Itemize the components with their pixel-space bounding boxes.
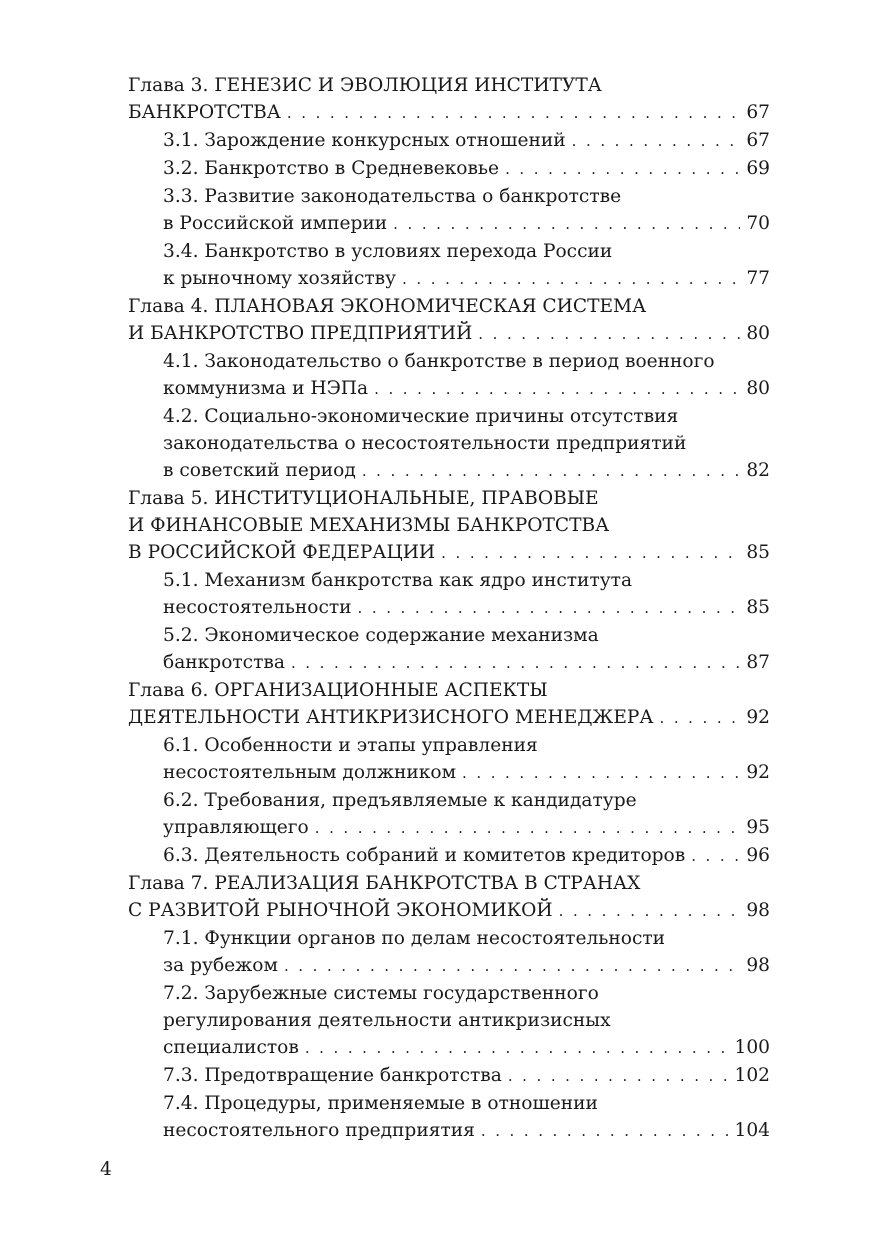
toc-entry-leader-row [163, 594, 770, 622]
toc-entry-title-line: несостоятельности [163, 597, 352, 618]
toc-entry-leader-row [163, 842, 770, 870]
toc-page-number: 95 [746, 817, 770, 838]
toc-entry-title-line: 3.1. Зарождение конкурсных отношений [163, 130, 566, 151]
toc-page-number: 69 [746, 158, 770, 179]
toc-entry-title-line: И ФИНАНСОВЫЕ МЕХАНИЗМЫ БАНКРОТСТВА [128, 515, 610, 536]
toc-chapter-entry [128, 485, 770, 567]
toc-chapter-entry [128, 293, 770, 348]
dot-leader [508, 1063, 729, 1090]
page-number: 4 [100, 1159, 112, 1180]
toc-chapter-entry [128, 870, 770, 925]
dot-leader [505, 156, 740, 183]
toc-section-entry [128, 127, 770, 155]
toc-entry-leader-row [163, 210, 770, 238]
dot-leader [284, 953, 740, 980]
dot-leader [315, 815, 741, 842]
toc-entry-leader-row [128, 539, 770, 567]
toc-entry-title-line: 3.3. Развитие законодательства о банкротстве [163, 186, 622, 207]
dot-leader [481, 1118, 729, 1145]
toc-page-number: 70 [746, 213, 770, 234]
toc-page-number: 77 [746, 268, 770, 289]
toc-section-entry [128, 238, 770, 293]
toc-entry-title-line: 5.1. Механизм банкротства как ядро института [163, 570, 633, 591]
toc-entry-leader-row [163, 1117, 770, 1145]
toc-entry-title-line: И БАНКРОТСТВО ПРЕДПРИЯТИЙ [128, 323, 473, 344]
dot-leader [660, 705, 741, 732]
toc-entry-title-line: 4.1. Законодательство о банкротстве в период военного [163, 351, 715, 372]
toc-section-entry [128, 980, 770, 1062]
toc-entry-title-line: несостоятельного предприятия [163, 1120, 475, 1141]
toc-page-number: 100 [734, 1037, 770, 1058]
toc-section-entry [128, 925, 770, 980]
toc-page-number: 85 [746, 542, 770, 563]
toc-entry-title-line: С РАЗВИТОЙ РЫНОЧНОЙ ЭКОНОМИКОЙ [128, 900, 553, 921]
toc-entry-leader-row [163, 457, 770, 485]
toc-entry-title-line: 7.2. Зарубежные системы государственного [163, 983, 599, 1004]
toc-entry-title-line: коммунизма и НЭПа [163, 378, 369, 399]
toc-entry-title-line: 7.1. Функции органов по делам несостоятельности [163, 928, 666, 949]
toc-page-number: 80 [746, 378, 770, 399]
dot-leader [393, 211, 740, 238]
toc-entry-title-line: 6.3. Деятельность собраний и комитетов кредиторов [163, 845, 686, 866]
dot-leader [478, 321, 740, 348]
toc-entry-leader-row [163, 265, 770, 293]
toc-entry-title-line: в советский период [163, 460, 356, 481]
toc-entry-leader-row [163, 155, 770, 183]
toc-entry-leader-row [163, 814, 770, 842]
toc-entry-leader-row [163, 649, 770, 677]
dot-leader [572, 128, 741, 155]
toc-section-entry [128, 348, 770, 403]
toc-entry-title-line: в Российской империи [163, 213, 388, 234]
toc-page-number: 82 [746, 460, 770, 481]
toc-entry-title-line: законодательства о несостоятельности предприятий [163, 433, 687, 454]
toc-entry-leader-row [128, 704, 770, 732]
toc-page-number: 96 [746, 845, 770, 866]
toc-entry-leader-row [163, 127, 770, 155]
toc-entry-title-line: 6.1. Особенности и этапы управления [163, 735, 538, 756]
toc-entry-title-line: Глава 4. ПЛАНОВАЯ ЭКОНОМИЧЕСКАЯ СИСТЕМА [128, 296, 647, 317]
dot-leader [287, 100, 740, 127]
toc-section-entry [128, 732, 770, 787]
toc-page-number: 92 [746, 707, 770, 728]
toc-entry-title-line: регулирования деятельности антикризисных [163, 1010, 611, 1031]
toc-page-number: 98 [746, 955, 770, 976]
toc-chapter-entry [128, 72, 770, 127]
toc-entry-leader-row [128, 897, 770, 925]
toc-entry-title-line: 4.2. Социально-экономические причины отсутствия [163, 406, 679, 427]
toc-entry-title-line: Глава 5. ИНСТИТУЦИОНАЛЬНЫЕ, ПРАВОВЫЕ [128, 488, 599, 509]
dot-leader [462, 760, 740, 787]
toc-entry-leader-row [163, 1062, 770, 1090]
toc-entry-title-line: 3.4. Банкротство в условиях перехода России [163, 241, 613, 262]
toc-section-entry [128, 842, 770, 870]
toc-section-entry [128, 622, 770, 677]
toc-section-entry [128, 787, 770, 842]
dot-leader [691, 843, 740, 870]
toc-entry-title-line: ДЕЯТЕЛЬНОСТИ АНТИКРИЗИСНОГО МЕНЕДЖЕРА [128, 707, 654, 728]
toc-entry-title-line: за рубежом [163, 955, 278, 976]
toc-entry-title-line: 6.2. Требования, предъявляемые к кандидатуре [163, 790, 637, 811]
toc-entry-title-line: 7.4. Процедуры, применяемые в отношении [163, 1093, 598, 1114]
toc-entry-title-line: Глава 7. РЕАЛИЗАЦИЯ БАНКРОТСТВА В СТРАНАХ [128, 873, 641, 894]
toc-entry-leader-row [163, 375, 770, 403]
dot-leader [441, 540, 740, 567]
dot-leader [362, 458, 741, 485]
toc-entry-title-line: несостоятельным должником [163, 762, 457, 783]
table-of-contents [128, 72, 770, 1145]
toc-page-number: 98 [746, 900, 770, 921]
toc-page-number: 67 [746, 102, 770, 123]
dot-leader [374, 376, 740, 403]
toc-entry-leader-row [128, 320, 770, 348]
toc-entry-title-line: 7.3. Предотвращение банкротства [163, 1065, 502, 1086]
toc-page-number: 102 [734, 1065, 770, 1086]
toc-page-number: 67 [746, 130, 770, 151]
toc-page-number: 80 [746, 323, 770, 344]
toc-entry-title-line: банкротства [163, 652, 285, 673]
toc-page-number: 85 [746, 597, 770, 618]
toc-entry-title-line: специалистов [163, 1037, 299, 1058]
toc-entry-leader-row [163, 952, 770, 980]
dot-leader [358, 595, 741, 622]
toc-section-entry [128, 1090, 770, 1145]
toc-entry-title-line: 3.2. Банкротство в Средневековье [163, 158, 500, 179]
dot-leader [559, 898, 741, 925]
toc-entry-title-line: к рыночному хозяйству [163, 268, 397, 289]
toc-entry-title-line: В РОССИЙСКОЙ ФЕДЕРАЦИИ [128, 542, 436, 563]
toc-entry-leader-row [163, 759, 770, 787]
toc-section-entry [128, 1062, 770, 1090]
toc-page-number: 104 [734, 1120, 770, 1141]
toc-entry-leader-row [128, 99, 770, 127]
toc-entry-title-line: Глава 3. ГЕНЕЗИС И ЭВОЛЮЦИЯ ИНСТИТУТА [128, 75, 602, 96]
toc-entry-title-line: Глава 6. ОРГАНИЗАЦИОННЫЕ АСПЕКТЫ [128, 680, 548, 701]
toc-page-number: 92 [746, 762, 770, 783]
toc-chapter-entry [128, 677, 770, 732]
toc-entry-leader-row [163, 1034, 770, 1062]
toc-section-entry [128, 403, 770, 485]
toc-page-number: 87 [746, 652, 770, 673]
toc-entry-title-line: управляющего [163, 817, 309, 838]
dot-leader [402, 266, 740, 293]
dot-leader [305, 1035, 729, 1062]
toc-section-entry [128, 567, 770, 622]
toc-section-entry [128, 183, 770, 238]
toc-entry-title-line: БАНКРОТСТВА [128, 102, 281, 123]
dot-leader [291, 650, 740, 677]
toc-entry-title-line: 5.2. Экономическое содержание механизма [163, 625, 599, 646]
toc-section-entry [128, 155, 770, 183]
